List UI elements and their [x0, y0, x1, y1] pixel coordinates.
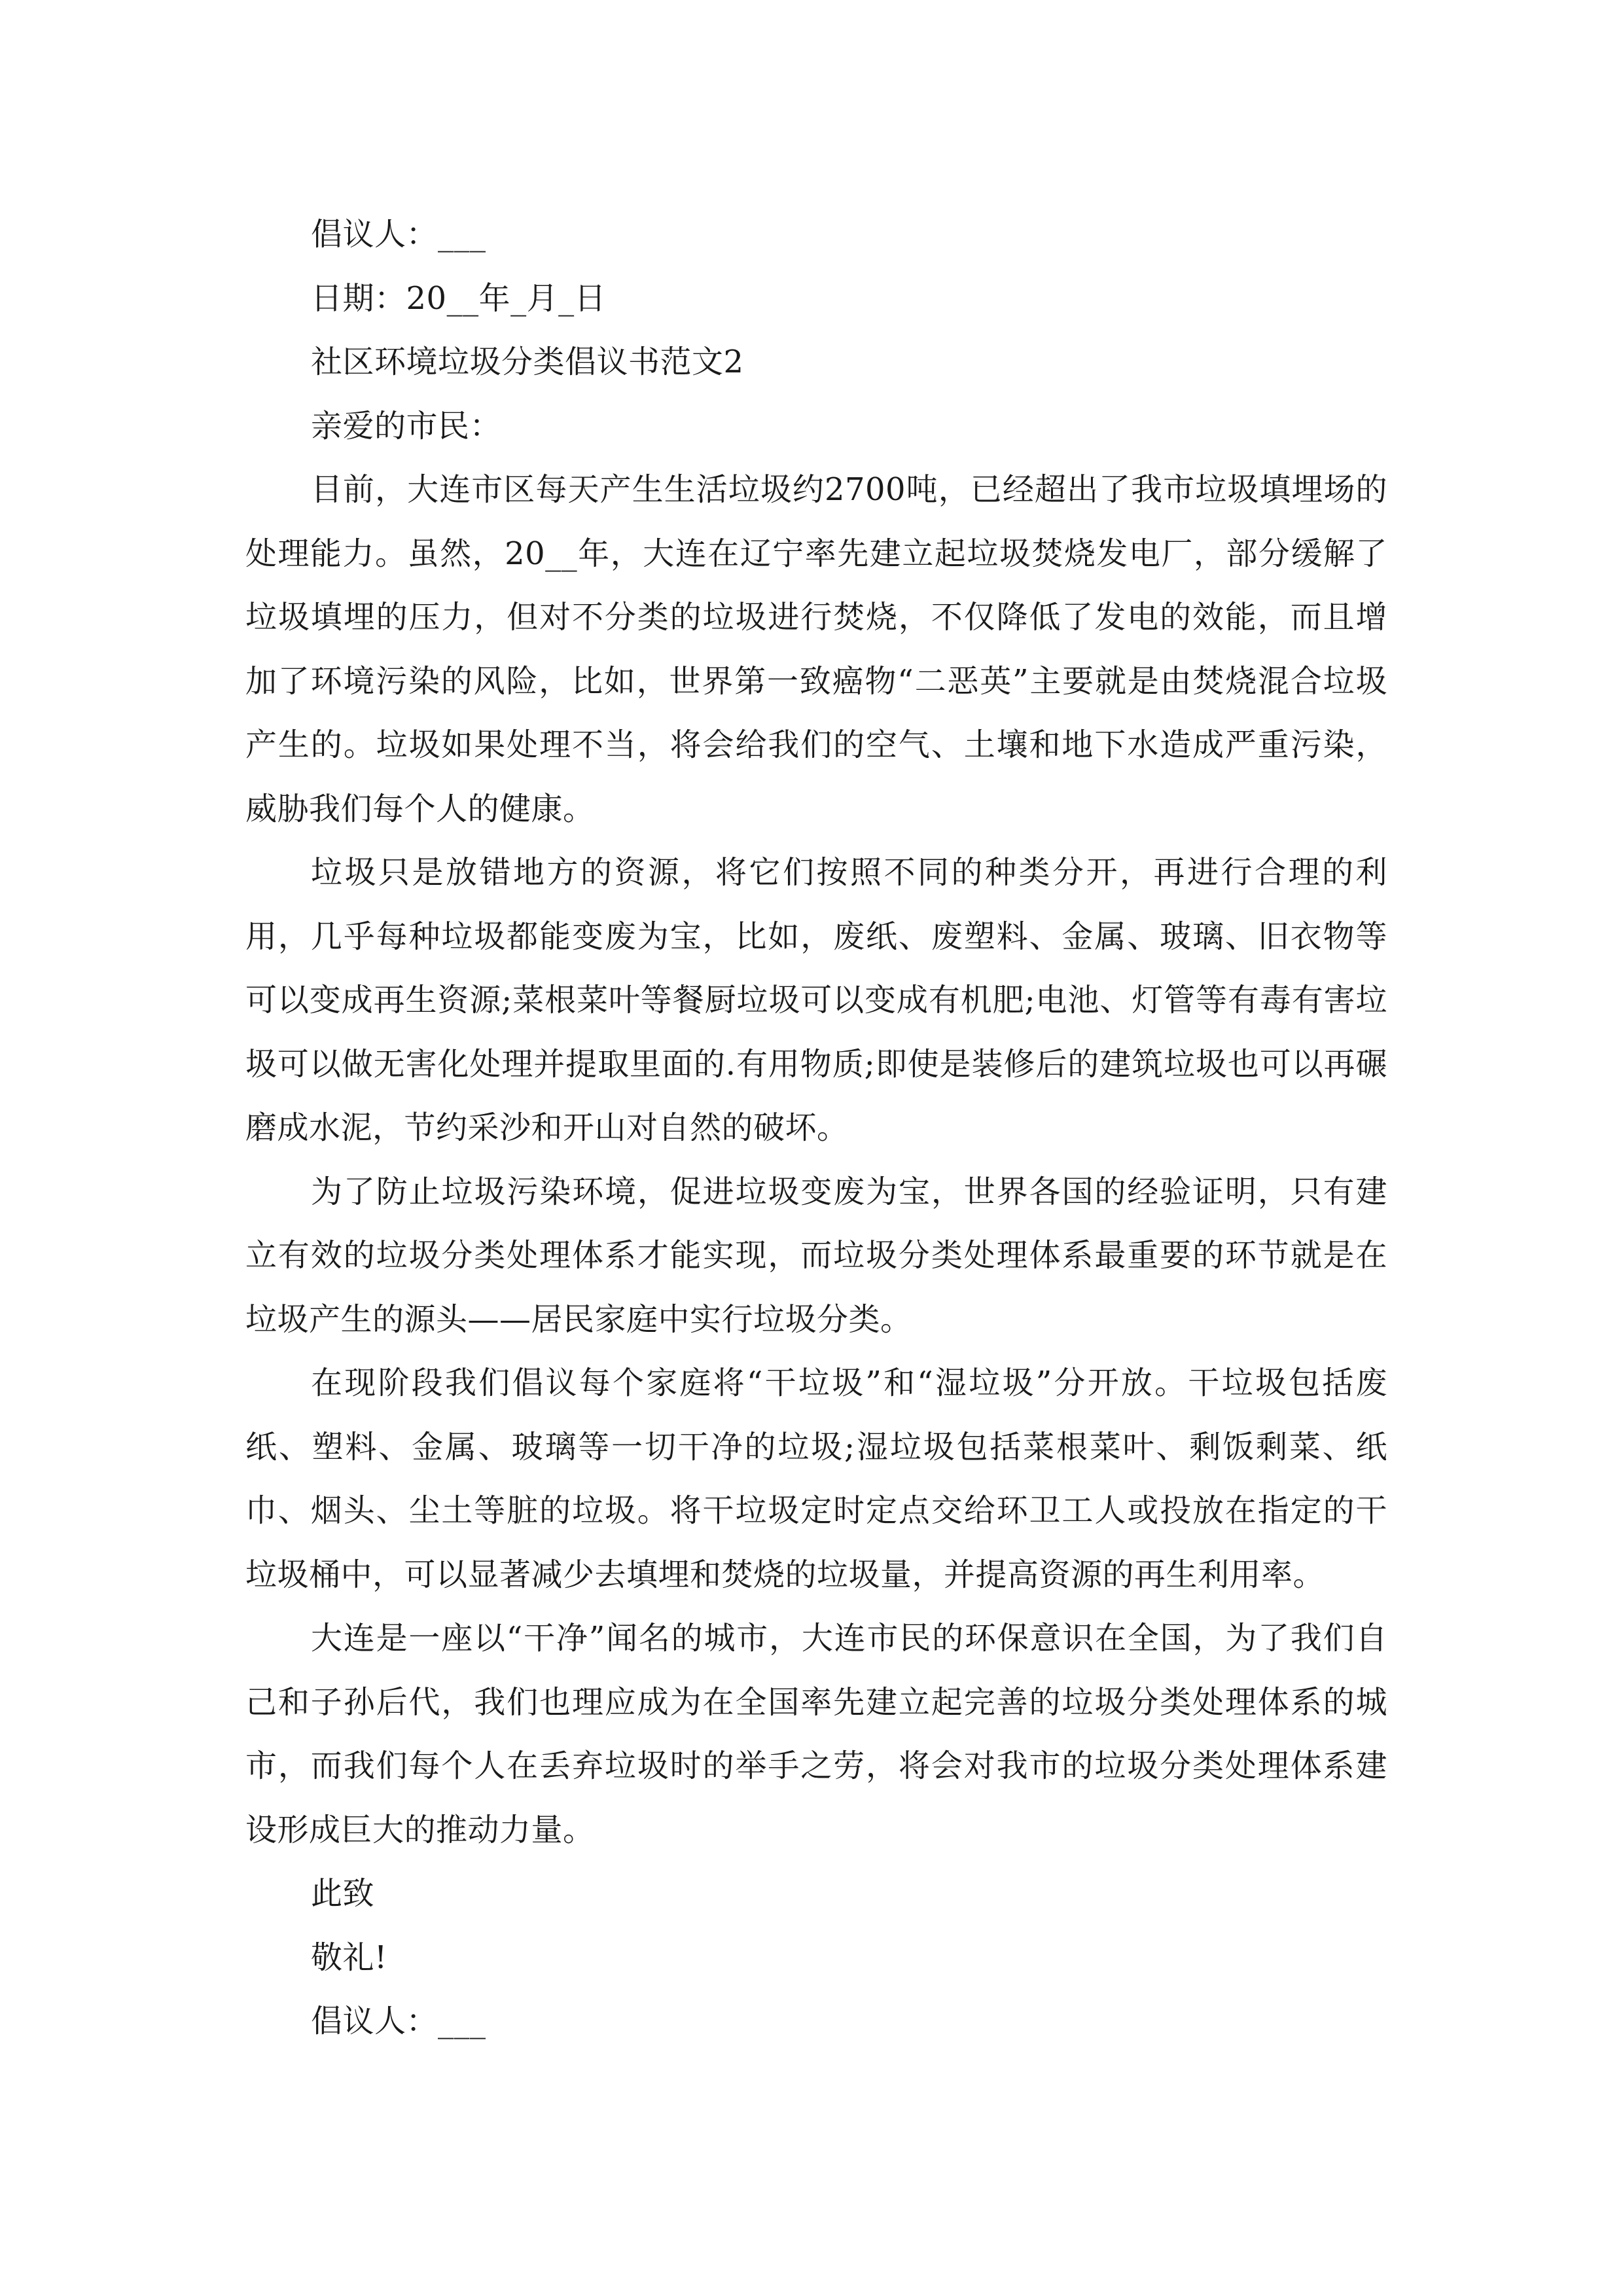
closing-line-1: 此致	[311, 1875, 375, 1912]
proposer-line-bottom: 倡议人：___	[311, 2003, 486, 2039]
date-line: 日期：20__年_月_日	[311, 279, 607, 317]
proposer-line-top: 倡议人：___	[311, 216, 486, 253]
paragraph-4: 在现阶段我们倡议每个家庭将“干垃圾”和“湿垃圾”分开放。干垃圾包括废纸、塑料、金属、玻璃等一切干净的垃圾;湿垃圾包括菜根菜叶、剩饭剩菜、纸巾、烟头、尘土等脏的垃圾。将干垃圾定时定点交给环卫工人或投放在指定的干垃圾桶中，可以显著减少去填埋和焚烧的垃圾量，并提高资源的再生利用率。	[245, 1365, 1387, 1593]
paragraph-2: 垃圾只是放错地方的资源，将它们按照不同的种类分开，再进行合理的利用，几乎每种垃圾都能变废为宝，比如，废纸、废塑料、金属、玻璃、旧衣物等可以变成再生资源;菜根菜叶等餐厨垃圾可以变成有机肥;电池、灯管等有毒有害垃圾可以做无害化处理并提取里面的.有用物质;即使是装修后的建筑垃圾也可以再碾磨成水泥，节约采沙和开山对自然的破坏。	[245, 854, 1387, 1146]
paragraph-1: 目前，大连市区每天产生生活垃圾约2700吨，已经超出了我市垃圾填埋场的处理能力。虽然，20__年，大连在辽宁率先建立起垃圾焚烧发电厂，部分缓解了垃圾填埋的压力，但对不分类的垃圾进行焚烧，不仅降低了发电的效能，而且增加了环境污染的风险，比如，世界第一致癌物“二恶英”主要就是由焚烧混合垃圾产生的。垃圾如果处理不当，将会给我们的空气、土壤和地下水造成严重污染，威胁我们每个人的健康。	[245, 471, 1387, 827]
document-title: 社区环境垃圾分类倡议书范文2	[311, 344, 744, 380]
paragraph-3: 为了防止垃圾污染环境，促进垃圾变废为宝，世界各国的经验证明，只有建立有效的垃圾分类处理体系才能实现，而垃圾分类处理体系最重要的环节就是在垃圾产生的源头——居民家庭中实行垃圾分类。	[245, 1173, 1387, 1338]
document-body	[245, 203, 1387, 2054]
paragraph-5: 大连是一座以“干净”闻名的城市，大连市民的环保意识在全国，为了我们自己和子孙后代，我们也理应成为在全国率先建立起完善的垃圾分类处理体系的城市，而我们每个人在丢弃垃圾时的举手之劳，将会对我市的垃圾分类处理体系建设形成巨大的推动力量。	[245, 1620, 1387, 1848]
salutation: 亲爱的市民：	[311, 407, 502, 444]
closing-line-2: 敬礼!	[311, 1939, 387, 1976]
